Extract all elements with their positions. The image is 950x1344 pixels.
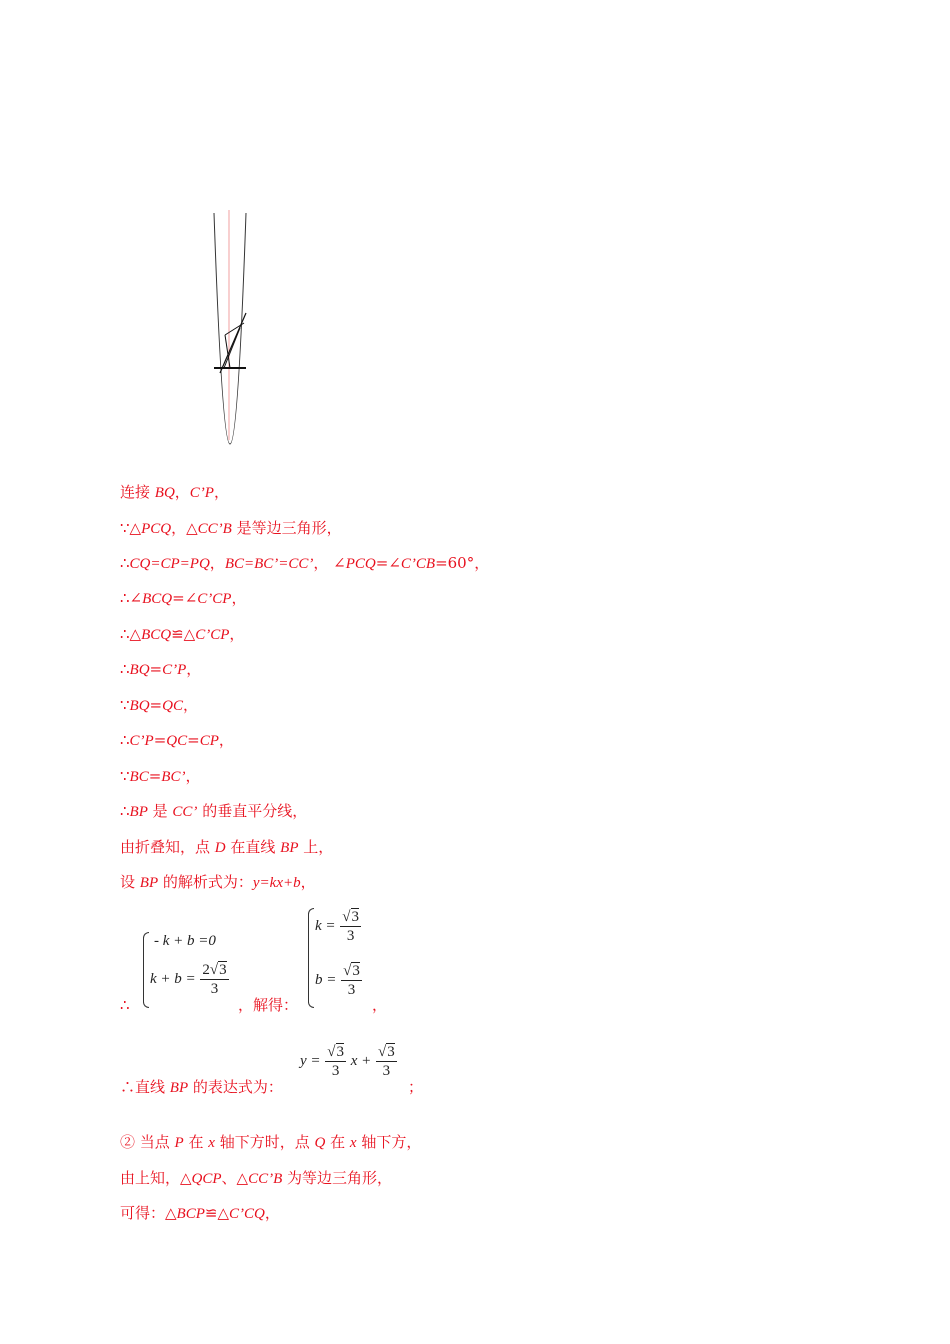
text: 上，	[298, 838, 334, 856]
var: QC	[162, 698, 183, 714]
var: D	[214, 840, 226, 856]
sqrt: √3	[378, 1044, 395, 1060]
line-5	[120, 624, 244, 645]
var: QC	[166, 733, 188, 749]
text: ，△	[171, 519, 198, 537]
sqrt: √3	[343, 963, 360, 979]
eq-text: k =	[315, 917, 336, 934]
line-7	[120, 695, 198, 716]
text: ≌△	[171, 625, 196, 643]
text: =60°，	[435, 554, 490, 572]
denominator: 3	[210, 981, 219, 997]
solution-k	[315, 908, 362, 945]
text: ∵	[120, 696, 130, 714]
radicand: 3	[336, 1044, 345, 1060]
line-13	[120, 995, 130, 1015]
line-1	[120, 482, 229, 503]
numerator	[376, 1043, 397, 1062]
var: BCQ	[141, 627, 172, 643]
var: CC’B	[248, 1171, 283, 1187]
eq-text: k + b =	[150, 970, 196, 987]
denominator: 3	[382, 1063, 391, 1079]
text: ，	[372, 996, 388, 1014]
text: 由上知，△	[120, 1169, 192, 1187]
var: BCQ	[142, 591, 173, 607]
text: ，	[182, 696, 198, 714]
text: ∵	[120, 767, 130, 785]
var: BP	[129, 804, 148, 820]
var: C’CP	[195, 627, 230, 643]
var: BC	[129, 769, 149, 785]
text: ，解得：	[238, 996, 299, 1014]
text: =	[187, 731, 200, 749]
fraction	[376, 1043, 397, 1080]
text: =∠	[375, 554, 401, 572]
sqrt: √3	[327, 1044, 345, 1060]
line-16	[120, 1168, 392, 1189]
radicand: 3	[351, 909, 360, 925]
text: 的表达式为：	[188, 1078, 283, 1096]
var: BQ	[154, 485, 175, 501]
brace-right	[308, 908, 314, 1008]
text: ∵△	[120, 519, 142, 537]
text: ；	[408, 1078, 424, 1096]
var: BQ	[129, 662, 150, 678]
text: ∴	[120, 802, 130, 820]
bp-expression	[300, 1043, 398, 1080]
var: C’CQ	[229, 1206, 265, 1222]
text: ，	[213, 483, 229, 501]
fraction	[325, 1043, 346, 1080]
text: 的垂直平分线，	[197, 802, 308, 820]
var: BP	[139, 875, 159, 891]
equation-2	[150, 961, 230, 998]
text: ∴	[120, 554, 130, 572]
var: C’CP	[197, 591, 232, 607]
solution-b	[315, 962, 363, 999]
var: BC=BC’=CC’	[224, 556, 314, 572]
text: ，	[218, 731, 234, 749]
radicand: 3	[387, 1044, 395, 1060]
sqrt: √3	[209, 962, 227, 978]
text: 是等边三角形，	[231, 519, 342, 537]
eq-text: b =	[315, 971, 337, 988]
fraction	[200, 961, 228, 998]
text: 在直线	[225, 838, 281, 856]
text: 轴下方时，点	[214, 1133, 315, 1151]
denominator: 3	[347, 982, 356, 998]
line-3	[120, 553, 489, 574]
text: ，	[264, 1204, 280, 1222]
text: =	[149, 696, 163, 714]
text: ，	[209, 554, 225, 572]
fraction	[341, 962, 362, 999]
var: CC’	[172, 804, 198, 820]
var: P	[174, 1135, 184, 1151]
numerator	[200, 961, 228, 980]
text: ∴△	[120, 625, 142, 643]
var: BP	[280, 840, 299, 856]
line-10	[120, 801, 307, 822]
line-bp	[220, 313, 246, 373]
var: CQ=CP=PQ	[129, 556, 210, 572]
line-15	[120, 1132, 421, 1153]
coef: 2	[202, 962, 210, 978]
var: C’P	[129, 733, 154, 749]
comma	[372, 995, 387, 1015]
var: PCQ	[345, 556, 376, 572]
text: =	[149, 660, 163, 678]
radicand: 3	[352, 963, 360, 979]
var: PCQ	[141, 521, 172, 537]
text: 的解析式为：	[158, 873, 253, 891]
var: CP	[199, 733, 219, 749]
text: 可得：△	[120, 1204, 177, 1222]
text: ，	[231, 589, 247, 607]
text: 为等边三角形，	[282, 1169, 393, 1187]
var: C’P	[189, 485, 214, 501]
line-9	[120, 766, 200, 787]
text: 在	[325, 1133, 350, 1151]
denominator: 3	[346, 928, 355, 944]
line-14	[120, 1077, 283, 1098]
var: CC’B	[197, 521, 232, 537]
text: ≌△	[204, 1204, 229, 1222]
text: =∠	[172, 589, 198, 607]
radicand: 3	[219, 962, 227, 978]
semicolon	[408, 1077, 423, 1097]
text: ，	[186, 660, 202, 678]
fraction	[340, 908, 361, 945]
var: y=kx+b	[252, 875, 301, 891]
numerator	[325, 1043, 346, 1062]
eq-text: y =	[300, 1052, 321, 1069]
var: QCP	[191, 1171, 222, 1187]
line-17	[120, 1203, 280, 1224]
numerator	[340, 908, 361, 927]
text: ∴	[120, 660, 130, 678]
line-6	[120, 659, 201, 680]
text: 、△	[221, 1169, 249, 1187]
var: BQ	[129, 698, 150, 714]
var: C’P	[162, 662, 187, 678]
text: 在	[183, 1133, 209, 1151]
parabola-curve	[214, 213, 246, 444]
text: 设	[120, 873, 140, 891]
denominator: 3	[331, 1063, 340, 1079]
text: ，	[185, 767, 201, 785]
equation-1	[154, 933, 216, 950]
text: 是	[147, 802, 173, 820]
eq-text: x +	[350, 1052, 372, 1069]
text: ，	[229, 625, 245, 643]
parabola-figure	[200, 205, 260, 455]
line-12	[120, 872, 316, 893]
var: C’CB	[400, 556, 436, 572]
text: ∴∠	[120, 589, 143, 607]
text: =	[148, 767, 162, 785]
text: ∴直线	[120, 1078, 170, 1096]
line-4	[120, 588, 246, 609]
numerator	[341, 962, 362, 981]
solve-label	[238, 995, 298, 1015]
var: x	[349, 1135, 357, 1151]
line-11	[120, 837, 333, 858]
text: ∴	[120, 996, 130, 1014]
text: ， ∠	[313, 554, 346, 572]
text: 轴下方，	[356, 1133, 422, 1151]
var: x	[208, 1135, 215, 1151]
eq-text: - k + b =0	[154, 933, 216, 949]
text: ，	[174, 483, 190, 501]
line-2	[120, 518, 342, 539]
var: Q	[314, 1135, 326, 1151]
text: ，	[300, 873, 316, 891]
var: BC’	[161, 769, 186, 785]
text: 由折叠知，点	[120, 838, 215, 856]
brace-left	[143, 932, 149, 1008]
sqrt: √3	[342, 909, 360, 925]
var: BP	[169, 1080, 189, 1096]
text: =	[153, 731, 167, 749]
text: 连接	[120, 483, 155, 501]
text: ② 当点	[120, 1133, 175, 1151]
line-8	[120, 730, 234, 751]
var: BCP	[176, 1206, 205, 1222]
text: ∴	[120, 731, 130, 749]
